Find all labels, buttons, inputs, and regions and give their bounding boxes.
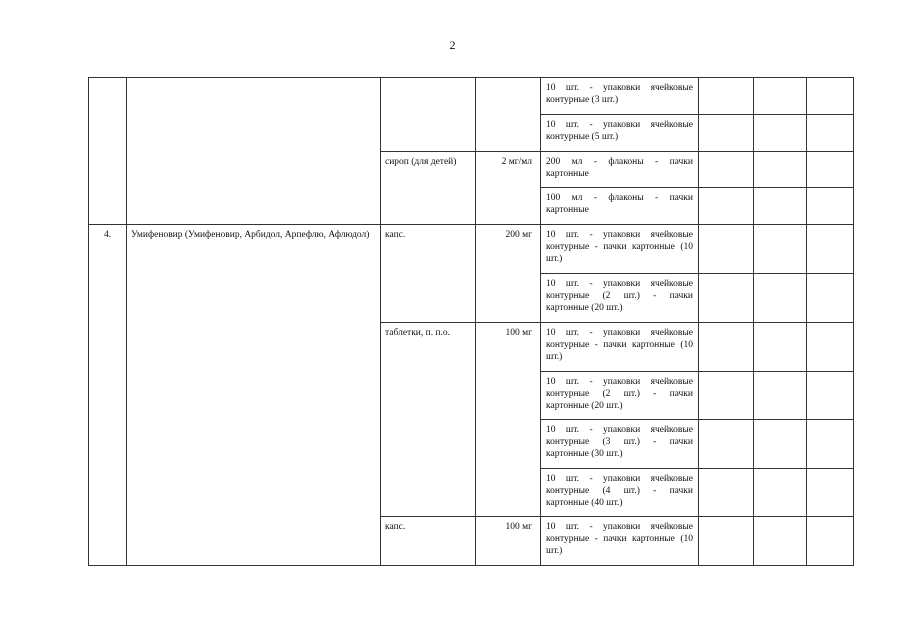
drug-table (88, 77, 854, 566)
empty-cell (699, 188, 754, 225)
empty-cell (807, 152, 854, 188)
empty-cell (807, 469, 854, 517)
empty-cell (807, 420, 854, 469)
dosage-form-cell: сироп (для детей) (381, 152, 476, 225)
empty-cell (699, 372, 754, 420)
empty-cell (807, 78, 854, 115)
package-cell: 100 мл - флаконы - пачки картонные (541, 188, 699, 225)
package-cell: 10 шт. - упаковки ячейковые контурные (2 шт.) - пачки картонные (20 шт.) (541, 372, 699, 420)
row-number-cell: 4. (89, 225, 127, 566)
empty-cell (699, 78, 754, 115)
dose-cell: 2 мг/мл (476, 152, 541, 225)
package-cell: 10 шт. - упаковки ячейковые контурные (4 шт.) - пачки картонные (40 шт.) (541, 469, 699, 517)
empty-cell (754, 188, 807, 225)
dosage-form-cell: таблетки, п. п.о. (381, 323, 476, 517)
empty-cell (699, 225, 754, 274)
dose-cell: 200 мг (476, 225, 541, 323)
package-cell: 10 шт. - упаковки ячейковые контурные (5 шт.) (541, 115, 699, 152)
drug-name-cell (127, 78, 381, 225)
table-row (89, 225, 854, 274)
row-number-cell (89, 78, 127, 225)
empty-cell (754, 469, 807, 517)
dosage-form-cell (381, 78, 476, 152)
empty-cell (754, 152, 807, 188)
empty-cell (699, 469, 754, 517)
empty-cell (754, 420, 807, 469)
empty-cell (807, 188, 854, 225)
empty-cell (807, 372, 854, 420)
empty-cell (754, 517, 807, 566)
empty-cell (699, 274, 754, 323)
empty-cell (699, 517, 754, 566)
empty-cell (699, 152, 754, 188)
empty-cell (754, 274, 807, 323)
dose-cell: 100 мг (476, 323, 541, 517)
package-cell: 10 шт. - упаковки ячейковые контурные (3 шт.) - пачки картонные (30 шт.) (541, 420, 699, 469)
drug-name-cell: Умифеновир (Умифеновир, Арбидол, Арпефлю, Афлюдол) (127, 225, 381, 566)
page-number: 2 (449, 38, 456, 52)
package-cell: 200 мл - флаконы - пачки картонные (541, 152, 699, 188)
package-cell: 10 шт. - упаковки ячейковые контурные - пачки картонные (10 шт.) (541, 517, 699, 566)
package-cell: 10 шт. - упаковки ячейковые контурные - пачки картонные (10 шт.) (541, 323, 699, 372)
package-cell: 10 шт. - упаковки ячейковые контурные (3 шт.) (541, 78, 699, 115)
dose-cell (476, 78, 541, 152)
dosage-form-cell: капс. (381, 225, 476, 323)
empty-cell (807, 274, 854, 323)
empty-cell (807, 323, 854, 372)
empty-cell (807, 225, 854, 274)
package-cell: 10 шт. - упаковки ячейковые контурные - пачки картонные (10 шт.) (541, 225, 699, 274)
empty-cell (754, 115, 807, 152)
empty-cell (699, 420, 754, 469)
dosage-form-cell: капс. (381, 517, 476, 566)
empty-cell (754, 323, 807, 372)
empty-cell (754, 372, 807, 420)
empty-cell (699, 323, 754, 372)
empty-cell (807, 517, 854, 566)
empty-cell (754, 225, 807, 274)
package-cell: 10 шт. - упаковки ячейковые контурные (2 шт.) - пачки картонные (20 шт.) (541, 274, 699, 323)
dose-cell: 100 мг (476, 517, 541, 566)
empty-cell (699, 115, 754, 152)
empty-cell (754, 78, 807, 115)
empty-cell (807, 115, 854, 152)
table-row (89, 78, 854, 115)
